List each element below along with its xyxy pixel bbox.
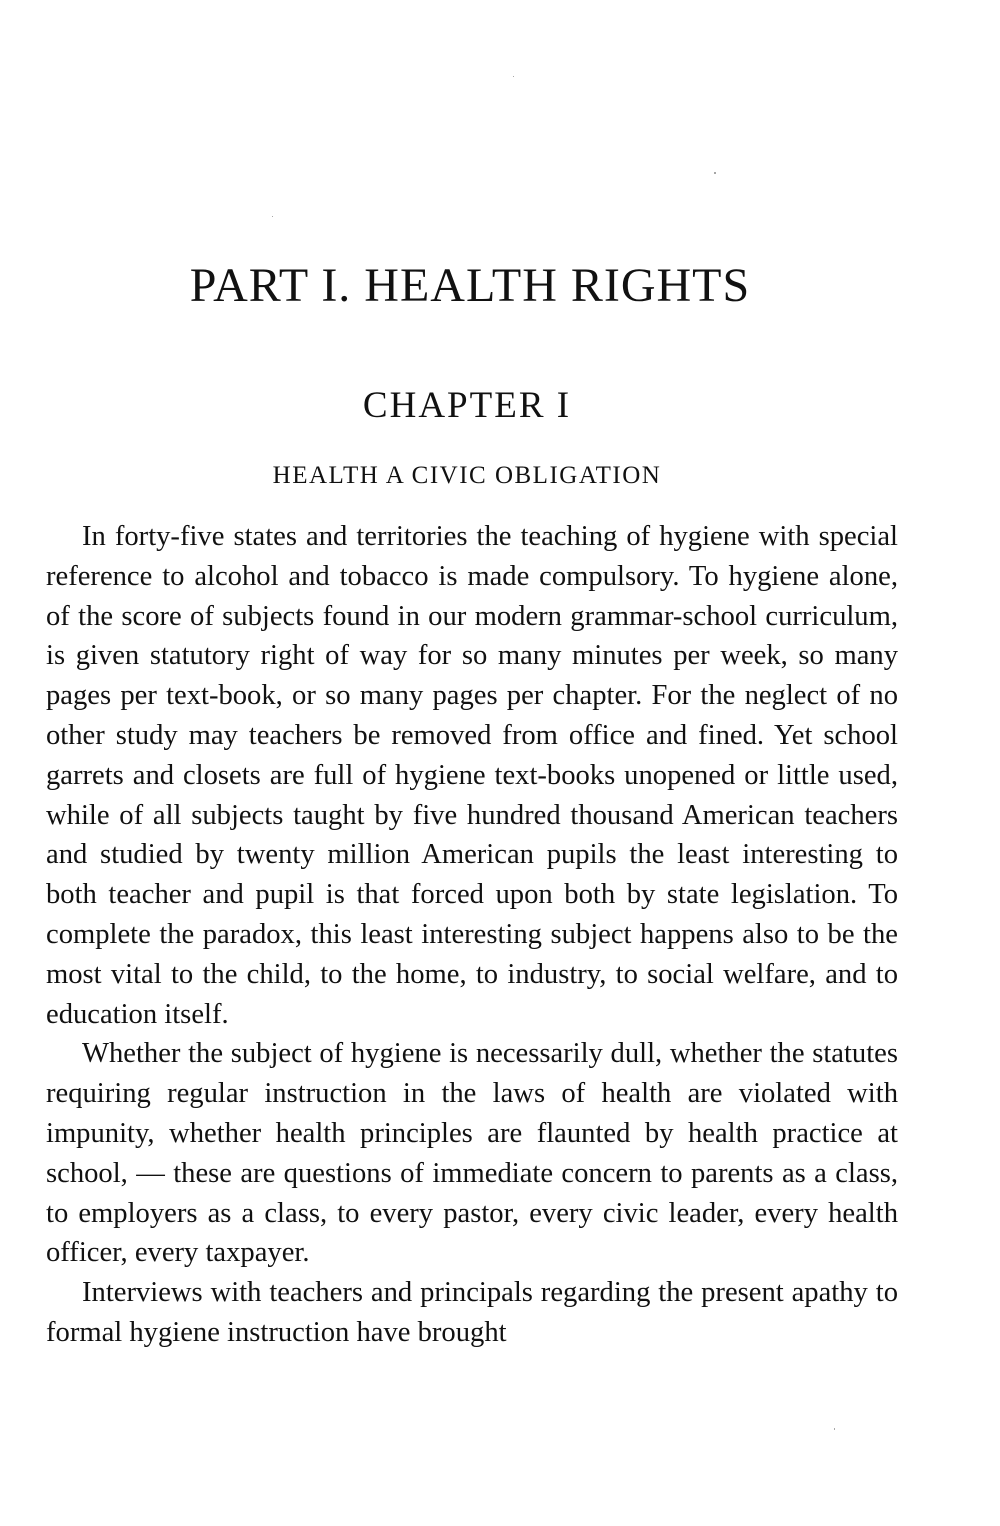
chapter-subtitle: HEALTH A CIVIC OBLIGATION — [272, 462, 662, 489]
paper-speck — [513, 76, 514, 77]
part-title: PART I. HEALTH RIGHTS — [189, 259, 751, 312]
chapter-title: CHAPTER I — [362, 385, 572, 426]
body-text — [46, 517, 898, 1353]
paragraph-3: Interviews with teachers and principals regarding the present apathy to formal hygiene instruction have brought — [46, 1277, 898, 1348]
paper-speck — [834, 1428, 835, 1430]
paper-speck — [272, 216, 273, 217]
paragraph-1: In forty-five states and territories the teaching of hygiene with special reference to alcohol and tobacco is made compulsory. To hygiene alone, of the score of subjects found in our modern grammar-school curriculum, is given statutory right of way for so many minutes per week, so many pages per text-book, or so many pages per chapter. For the neglect of no other study may teachers be removed from office and fined. Yet school garrets and closets are full of hygiene text-books unopened or little used, while of all subjects taught by five hundred thousand American teachers and studied by twenty million American pupils the least interesting to both teacher and pupil is that forced upon both by state legislation. To complete the paradox, this least interesting subject happens also to be the most vital to the child, to the home, to industry, to social welfare, and to education itself. — [46, 521, 898, 1030]
paper-speck — [714, 172, 716, 174]
paragraph-2: Whether the subject of hygiene is necessarily dull, whether the statutes requiring regular instruction in the laws of health are violated with impunity, whether health principles are flaunted by health practice at school, — these are questions of immediate concern to parents as a class, to employers as a class, to every pastor, every civic leader, every health officer, every taxpayer. — [46, 1038, 898, 1269]
